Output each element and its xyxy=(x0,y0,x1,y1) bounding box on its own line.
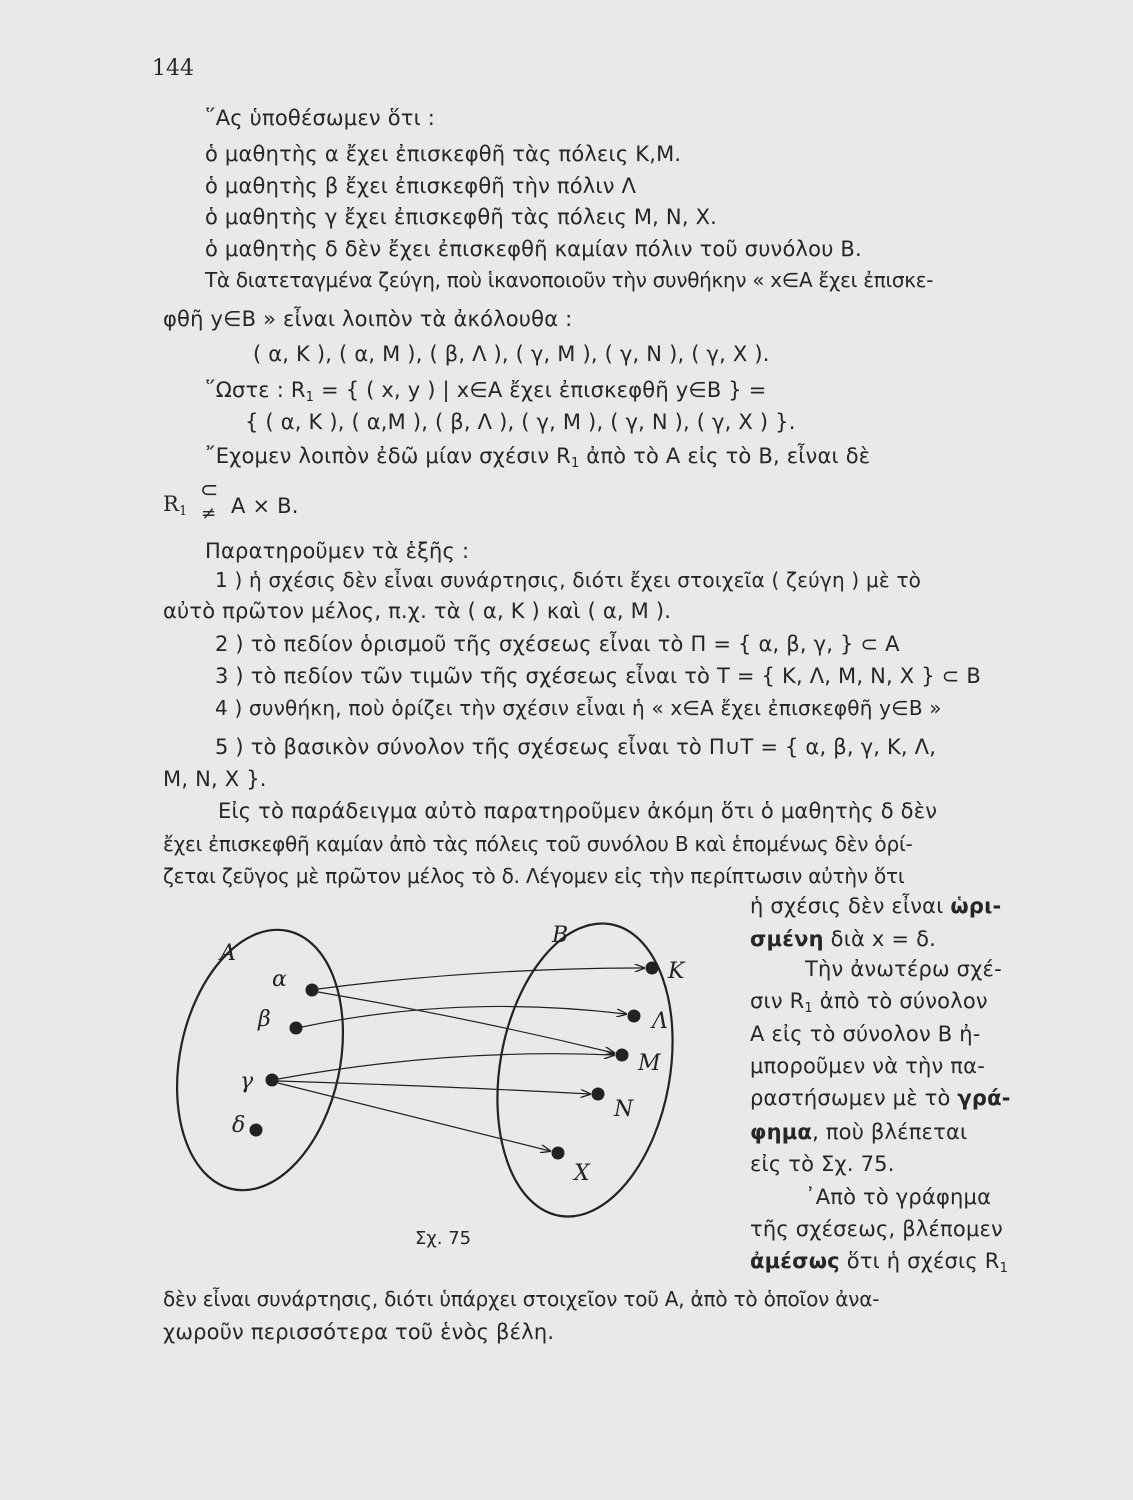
text-line: ἔχει ἐπισκεφθῆ καμίαν ἀπὸ τὰς πόλεις τοῦ συνόλου Β καὶ ἑπομένως δὲν ὁρί- xyxy=(163,832,913,856)
element-dot xyxy=(628,1010,641,1023)
element-dot xyxy=(290,1022,303,1035)
text-fragment: ἡ σχέσις δὲν εἶναι xyxy=(750,894,951,918)
text-line: Τὴν ἀνωτέρω σχέ- xyxy=(805,957,1002,981)
text-line: μποροῦμεν νὰ τὴν πα- xyxy=(750,1054,985,1078)
element-dot xyxy=(592,1088,605,1101)
pairs-line: { ( α, Κ ), ( α,Μ ), ( β, Λ ), ( γ, Μ ), ( γ, Ν ), ( γ, Χ ) }. xyxy=(245,410,796,434)
figure-caption: Σχ. 75 xyxy=(415,1228,472,1249)
bold-term: γρά- xyxy=(957,1086,1011,1110)
text-line xyxy=(750,1084,1011,1112)
element-dot xyxy=(646,962,659,975)
text-line: ὁ μαθητὴς γ ἔχει ἐπισκεφθῆ τὰς πόλεις Μ, Ν, Χ. xyxy=(205,205,718,229)
element-label: β xyxy=(258,1007,271,1032)
element-label: Κ xyxy=(668,959,685,984)
subscript: 1 xyxy=(305,390,315,405)
not-equal-symbol: ≠ xyxy=(201,503,217,524)
list-item: 5 ) τὸ βασικὸν σύνολον τῆς σχέσεως εἶναι τὸ Π∪Τ = { α, β, γ, Κ, Λ, xyxy=(215,735,937,759)
list-item: 3 ) τὸ πεδίον τῶν τιμῶν τῆς σχέσεως εἶναι τὸ Τ = { Κ, Λ, Μ, Ν, Χ } ⊂ B xyxy=(215,664,981,688)
text-line: ὁ μαθητὴς δ δὲν ἔχει ἐπισκεφθῆ καμίαν πόλιν τοῦ συνόλου Β. xyxy=(205,237,862,261)
text-line: αὐτὸ πρῶτον μέλος, π.χ. τὰ ( α, Κ ) καὶ ( α, Μ ). xyxy=(163,599,672,623)
text-line xyxy=(163,490,188,526)
subset-symbol: ⊂ xyxy=(200,478,219,503)
text-line: ὁ μαθητὴς β ἔχει ἐπισκεφθῆ τὴν πόλιν Λ xyxy=(205,174,637,198)
text-fragment: , ποὺ βλέπεται xyxy=(812,1120,968,1144)
text-line xyxy=(750,925,936,953)
element-dot xyxy=(552,1147,565,1160)
element-dot xyxy=(616,1049,629,1062)
list-item: 2 ) τὸ πεδίον ὁρισμοῦ τῆς σχέσεως εἶναι τὸ Π = { α, β, γ, } ⊂ A xyxy=(215,632,900,656)
text-fragment: ἀπὸ τὸ σύνολον xyxy=(812,989,988,1013)
text-fragment: ῎Εχομεν λοιπὸν ἐδῶ μίαν σχέσιν R xyxy=(205,444,571,468)
subscript: 1 xyxy=(570,456,580,471)
element-dot xyxy=(266,1074,279,1087)
set-a-label: A xyxy=(220,941,236,966)
text-fragment: διὰ x = δ. xyxy=(823,927,937,951)
text-line xyxy=(205,376,767,412)
text-line xyxy=(750,1118,967,1146)
text-fragment: = { ( x, y ) | x∈A ἔχει ἐπισκεφθῆ y∈B } = xyxy=(314,378,767,402)
text-line: Παρατηροῦμεν τὰ ἑξῆς : xyxy=(205,539,470,563)
arrow-beta-lambda xyxy=(302,1006,626,1027)
arrow-alpha-k xyxy=(318,968,644,989)
relation-arrow-diagram xyxy=(160,910,740,1230)
element-dot xyxy=(250,1124,263,1137)
arrow-gamma-m xyxy=(278,1054,614,1079)
text-line: Τὰ διατεταγμένα ζεύγη, ποὺ ἱκανοποιοῦν τὴν συνθήκην « x∈A ἔχει ἐπισκε- xyxy=(205,268,934,292)
text-line xyxy=(750,987,988,1023)
text-line xyxy=(205,442,870,478)
element-label: Λ xyxy=(652,1009,668,1034)
arrow-alpha-m xyxy=(318,992,614,1053)
element-label: Χ xyxy=(574,1161,590,1186)
element-label: α xyxy=(272,967,287,992)
subscript: 1 xyxy=(999,1261,1009,1276)
text-line: ὁ μαθητὴς α ἔχει ἐπισκεφθῆ τὰς πόλεις Κ,Μ. xyxy=(205,142,682,166)
bold-term: ὡρι- xyxy=(950,894,1002,918)
element-label: δ xyxy=(232,1113,246,1138)
text-fragment: ῞Ωστε : R xyxy=(205,378,306,402)
text-line: ῞Ας ὑποθέσωμεν ὅτι : xyxy=(205,106,436,130)
text-fragment: ὅτι ἡ σχέσις R xyxy=(839,1249,1000,1273)
element-label: Μ xyxy=(638,1051,661,1076)
text-line: Μ, Ν, Χ }. xyxy=(163,767,267,791)
pairs-line: ( α, Κ ), ( α, Μ ), ( β, Λ ), ( γ, Μ ), ( γ, Ν ), ( γ, Χ ). xyxy=(253,342,770,366)
element-label: Ν xyxy=(614,1097,634,1122)
arrow-gamma-x xyxy=(278,1083,550,1151)
text-fragment: σιν R xyxy=(750,989,805,1013)
element-label: γ xyxy=(240,1069,254,1094)
text-line: εἰς τὸ Σχ. 75. xyxy=(750,1152,895,1176)
text-fragment: ἀπὸ τὸ Α εἰς τὸ Β, εἶναι δὲ xyxy=(579,444,871,468)
list-item: 1 ) ἡ σχέσις δὲν εἶναι συνάρτησις, διότι ἔχει στοιχεῖα ( ζεύγη ) μὲ τὸ xyxy=(215,568,922,592)
subscript: 1 xyxy=(804,1001,813,1016)
bold-term: ἀμέσως xyxy=(750,1249,840,1273)
subscript: 1 xyxy=(179,504,188,519)
text-line: δὲν εἶναι συνάρτησις, διότι ὑπάρχει στοιχεῖον τοῦ Α, ἀπὸ τὸ ὁποῖον ἀνα- xyxy=(163,1287,880,1311)
text-line: τῆς σχέσεως, βλέπομεν xyxy=(750,1217,1003,1241)
text-line xyxy=(750,1247,1008,1283)
text-line: χωροῦν περισσότερα τοῦ ἑνὸς βέλη. xyxy=(163,1320,555,1344)
text-line: Εἰς τὸ παράδειγμα αὐτὸ παρατηροῦμεν ἀκόμη ὅτι ὁ μαθητὴς δ δὲν xyxy=(218,799,938,823)
list-item: 4 ) συνθήκη, ποὺ ὁρίζει τὴν σχέσιν εἶναι ἡ « x∈A ἔχει ἐπισκεφθῆ y∈B » xyxy=(215,696,942,720)
bold-term: φημα xyxy=(750,1120,813,1144)
text-line: φθῆ y∈B » εἶναι λοιπὸν τὰ ἀκόλουθα : xyxy=(163,307,573,331)
arrow-gamma-n xyxy=(278,1081,590,1094)
text-fragment: ραστήσωμεν μὲ τὸ xyxy=(750,1086,958,1110)
text-fragment: R xyxy=(163,492,180,516)
text-line xyxy=(750,892,1001,920)
set-a-ellipse xyxy=(160,914,366,1205)
text-line: ᾿Απὸ τὸ γράφημα xyxy=(805,1185,992,1209)
text-line: ζεται ζεῦγος μὲ πρῶτον μέλος τὸ δ. Λέγομεν εἰς τὴν περίπτωσιν αὐτὴν ὅτι xyxy=(163,864,905,888)
element-dot xyxy=(306,984,319,997)
text-line: Α εἰς τὸ σύνολον Β ἠ- xyxy=(750,1022,981,1046)
set-b-label: B xyxy=(552,923,569,948)
text-line: A × B. xyxy=(231,494,299,518)
page-number: 144 xyxy=(152,56,194,81)
bold-term: σμένη xyxy=(750,927,824,951)
